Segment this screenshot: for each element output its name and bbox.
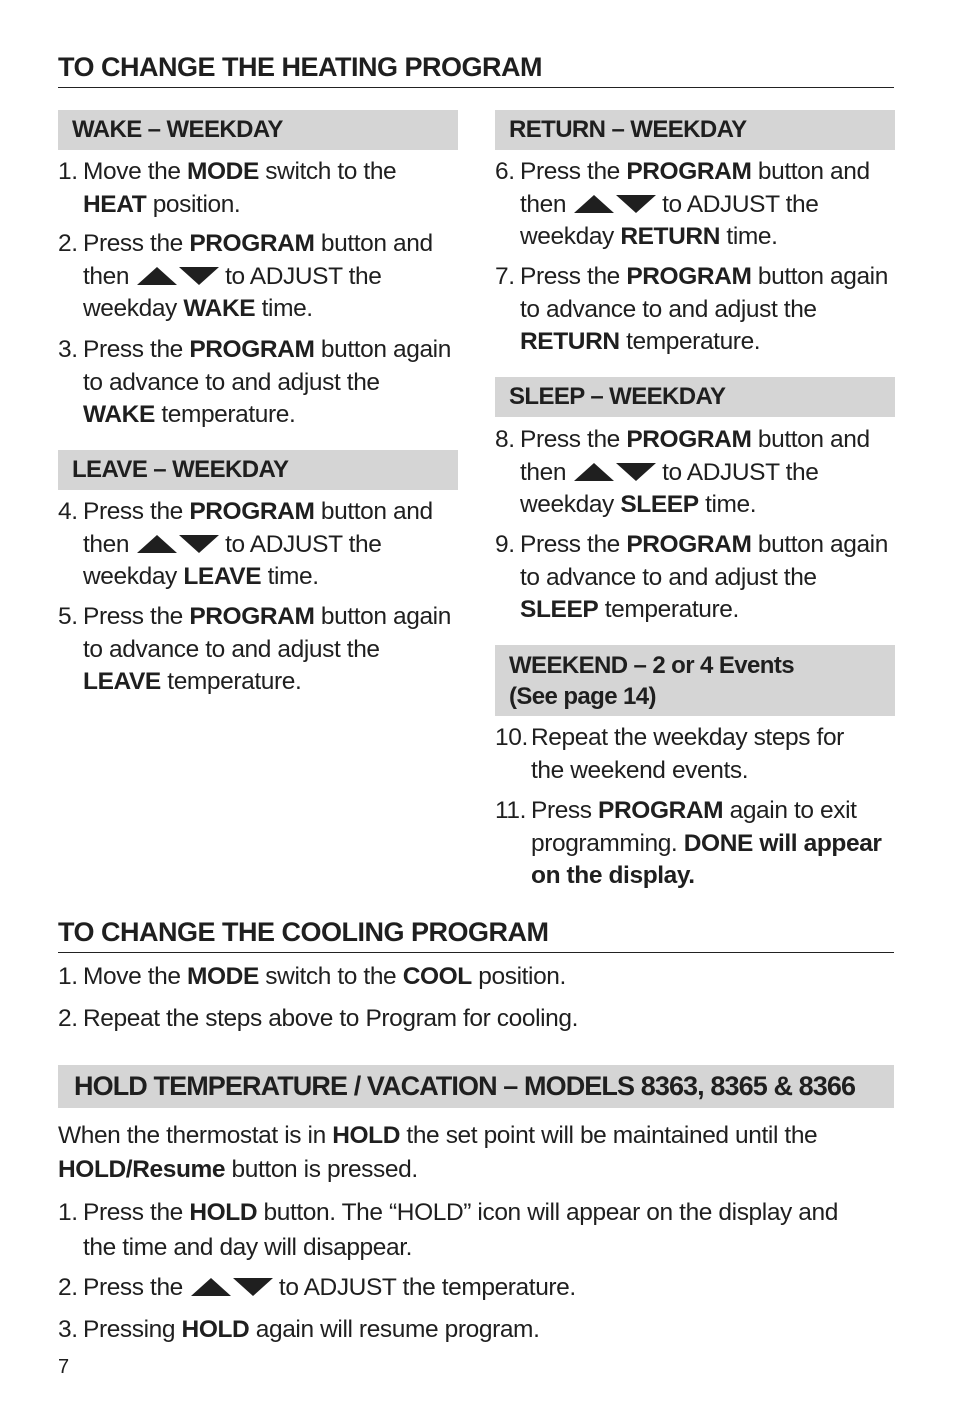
heating-step-6: 6. Press the PROGRAM button and then to ADJUST the weekday RETURN time. [495, 158, 870, 250]
cooling-step-1: 1. Move the MODE switch to the COOL position. [58, 963, 566, 990]
weekend-events-header: WEEKEND – 2 or 4 Events (See page 14) [495, 645, 895, 716]
return-weekday-header: RETURN – WEEKDAY [495, 110, 895, 150]
heating-step-1: 1. Move the MODE switch to the HEAT position. [58, 158, 397, 218]
cooling-step-2: 2. Repeat the steps above to Program for cooling. [58, 1005, 579, 1032]
cooling-program-title: TO CHANGE THE COOLING PROGRAM [58, 915, 894, 953]
heating-program-title: TO CHANGE THE HEATING PROGRAM [58, 50, 894, 88]
up-down-arrows-icon [137, 266, 219, 286]
page-number: 7 [58, 1356, 70, 1378]
up-down-arrows-icon [574, 462, 656, 482]
leave-weekday-header: LEAVE – WEEKDAY [58, 450, 458, 490]
heating-step-11: 11. Press PROGRAM again to exit programming. DONE will appear on the display. [495, 797, 882, 889]
heating-step-8: 8. Press the PROGRAM button and then to ADJUST the weekday SLEEP time. [495, 426, 870, 518]
heating-step-2: 2. Press the PROGRAM button and then to ADJUST the weekday WAKE time. [58, 230, 433, 322]
heating-step-10: 10. Repeat the weekday steps for the weekend events. [495, 724, 844, 784]
sleep-weekday-header: SLEEP – WEEKDAY [495, 377, 895, 417]
hold-intro: When the thermostat is in HOLD the set point will be maintained until the HOLD/Resume button is pressed. [58, 1122, 818, 1183]
heating-step-5: 5. Press the PROGRAM button again to advance to and adjust the LEAVE temperature. [58, 603, 451, 695]
hold-vacation-header: HOLD TEMPERATURE / VACATION – MODELS 8363, 8365 & 8366 [58, 1065, 894, 1108]
up-down-arrows-icon [137, 534, 219, 554]
hold-step-3: 3. Pressing HOLD again will resume program. [58, 1316, 540, 1343]
heating-step-7: 7. Press the PROGRAM button again to advance to and adjust the RETURN temperature. [495, 263, 888, 355]
heating-step-3: 3. Press the PROGRAM button again to advance to and adjust the WAKE temperature. [58, 336, 451, 428]
up-down-arrows-icon [574, 194, 656, 214]
hold-step-2: 2. Press the to ADJUST the temperature. [58, 1274, 576, 1301]
wake-weekday-header: WAKE – WEEKDAY [58, 110, 458, 150]
heating-step-4: 4. Press the PROGRAM button and then to ADJUST the weekday LEAVE time. [58, 498, 433, 590]
heating-step-9: 9. Press the PROGRAM button again to advance to and adjust the SLEEP temperature. [495, 531, 888, 623]
up-down-arrows-icon [191, 1277, 273, 1297]
hold-step-1: 1. Press the HOLD button. The “HOLD” icon will appear on the display and the time and day will disappear. [58, 1199, 838, 1261]
